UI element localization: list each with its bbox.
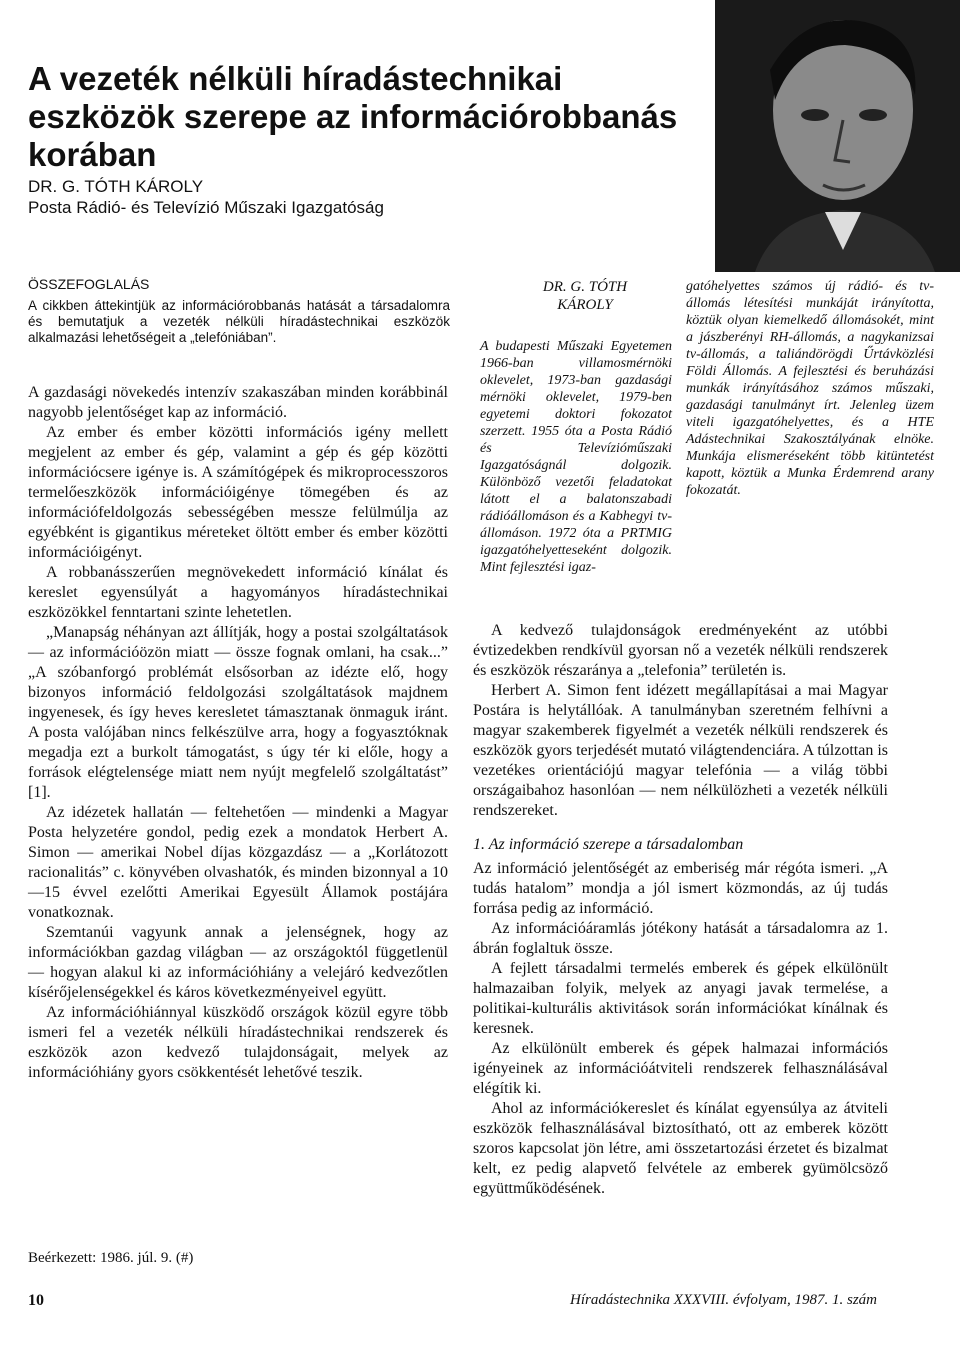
section-heading: 1. Az információ szerepe a társadalomban [473,836,744,853]
bio-text-part1: A budapesti Műszaki Egyetemen 1966-ban villamosmérnöki oklevelet, 1973-ban gazdasági mérnöki oklevelet, 1979-ben egyetemi doktori fokozatot szerzett. 1955 óta a Posta Rádió és Televízióműszaki Igazgatóságnál dolgozik. Különböző vezetői feladatokat látott el a balatonszabadi rádióállomáson és a Kabhegyi tv-állomáson. 1972 óta a PRTMIG igazgatóhelyetteseként dolgozik. Mint fejlesztési igaz- [480,339,672,575]
author-block [28,176,628,218]
paragraph: Az ember és ember közötti információs igény mellett megjelent az ember és gép, valamint a gép és gép közötti információcsere igénye is. A számítógépek és mikroprocesszoros termelőeszközök információigénye tömegében és az információfeldolgozás sebességében messze felülmúlja az egyébként is gigantikus méreteket öltött ember és ember közötti információigényt. [28,424,448,561]
paragraph: Az információ jelentőségét az emberiség már régóta ismeri. „A tudás hatalom” mondja a jól ismert közmondás, az új tudás forrása pedig az információ. [473,860,888,917]
summary-text: A cikkben áttekintjük az információrobbanás hatását a társadalomra és bemutatjuk a vezeték nélküli híradástechnikai eszközök alkalmazási lehetőségeit a „telefóniában”. [28,298,450,345]
author-photo [715,0,960,272]
summary-heading: ÖSSZEFOGLALÁS [28,276,150,292]
paragraph: A kedvező tulajdonságok eredményeként az utóbbi évtizedekben rendkívül gyorsan nő a vezeték nélküli rendszerek és eszközök részaránya a „telefonia” területén is. [473,622,888,679]
paragraph: A fejlett társadalmi termelés emberek és gépek elkülönült halmazaiban folyik, melyek az anyagi javak termelése, a politikai-kulturális aktivitások során információkat kínálnak és keresnek. [473,960,888,1037]
author-name: DR. G. TÓTH KÁROLY [28,177,204,196]
paragraph: Az idézetek hallatán — feltehetően — mindenki a Magyar Posta helyzetére gondol, pedig ezek a mondatok Herbert A. Simon — amerikai Nobel díjas közgazdász — a „Korlátozott racionalitás” c. könyvében olvashatók, és minden bizonnyal a 10—15 évvel ezelőtti Amerikai Egyesült Államok postájára vonatkoznak. [28,804,448,921]
bio-text-part2: gatóhelyettes számos új rádió- és tv-állomás létesítési munkáját irányította, köztük olyan kiemelkedő állomásokét, mint a jászberényi RH-állomás, a nagykanizsai tv-állomás, a taliándörögdi Űrtávközlési Földi Állomás. A fejlesztési és beruházási munkák irányításához számos műszaki, gazdasági tanulmányt írt. Jelenleg üzem viteli igazgatóhelyettes, és a HTE Adástechnikai Szakosztályának elnöke. Munkája elismeréseként több kitüntetést kapott, köztük a Munka Érdemrend arany fokozatát. [686,279,934,498]
author-affiliation: Posta Rádió- és Televízió Műszaki Igazgatóság [28,198,384,217]
paragraph: Szemtanúi vagyunk annak a jelenségnek, hogy az információkban gazdag világban — az országoktól függetlenül — hogyan alakul ki az információhiány a velejáró kedvezőtlen kísérőjelenségekkel és káros következményeivel együtt. [28,924,448,1001]
page-number: 10 [28,1292,44,1309]
bio-name-line: DR. G. TÓTH [542,279,628,295]
portrait-image [715,0,960,272]
paragraph: Az információáramlás jótékony hatását a társadalomra az 1. ábrán foglaltuk össze. [473,920,888,957]
bio-name-line: KÁROLY [557,297,613,313]
paragraph: A gazdasági növekedés intenzív szakaszában minden korábbinál nagyobb jelentőséget kap az információ. [28,384,448,421]
paragraph: Herbert A. Simon fent idézett megállapításai a mai Magyar Postára is helytállóak. A tanulmányban szeretném felhívni a magyar szakemberek figyelmét a vezeték nélküli rendszerek és eszközök gyors terjedését mutató világtendenciára. A túlzottan is vezetékes orientációjú magyar telefónia — a világ többi országaibahoz hasonlóan — nem nélkülözheti a vezeték nélküli rendszereket. [473,682,888,819]
paragraph: A robbanásszerűen megnövekedett információ kínálat és kereslet egyensúlyát a hagyományos híradástechnikai eszközökkel fenntartani szinte lehetetlen. [28,564,448,621]
journal-footer: Híradástechnika XXXVIII. évfolyam, 1987. 1. szám [570,1292,878,1308]
paragraph: Az elkülönült emberek és gépek halmazai információs igényeinek az információátviteli rendszerek felhasználásával elégítik ki. [473,1040,888,1097]
right-column [473,621,888,1199]
bio-name [496,278,674,314]
received-date: Beérkezett: 1986. júl. 9. (#) [28,1250,194,1266]
paragraph: „Manapság néhányan azt állítják, hogy a postai szolgáltatások — az információözön miatt — össze fognak omlani, ha csak...” „A szóbanforgó problémát elsősorban az idézte elő, hogy bizonyos információ feldolgozási szolgáltatások majdnem ingyenesek, és így heves keresletet támasztanak önmaguk iránt. A posta valójában nincs felkészülve arra, hogy a fogyasztóknak megadja ezt a burkolt támogatást, s úgy tér ki előle, hogy a források elégtelensége miatt nem nyújt megfelelő szolgáltatást” [1]. [28,624,448,801]
article-title: A vezeték nélküli híradástechnikai eszközök szerepe az információrobbanás korában [28,60,678,173]
paragraph: Ahol az információkereslet és kínálat egyensúlya az átviteli eszközök felhasználásával biztosítható, ott az emberek között szoros kapcsolat jön létre, ami összetartozási érzetet és bizalmat kelt, ez pedig alapvető felvétele az emberek gyümölcsöző együttműködésének. [473,1100,888,1197]
left-column [28,383,448,1083]
paragraph: Az információhiánnyal küszködő országok közül egyre több ismeri fel a vezeték nélküli híradástechnikai rendszerek és eszközök azon kedvező tulajdonságait, melyek az információhiány gyors csökkentését lehetővé teszik. [28,1004,448,1081]
